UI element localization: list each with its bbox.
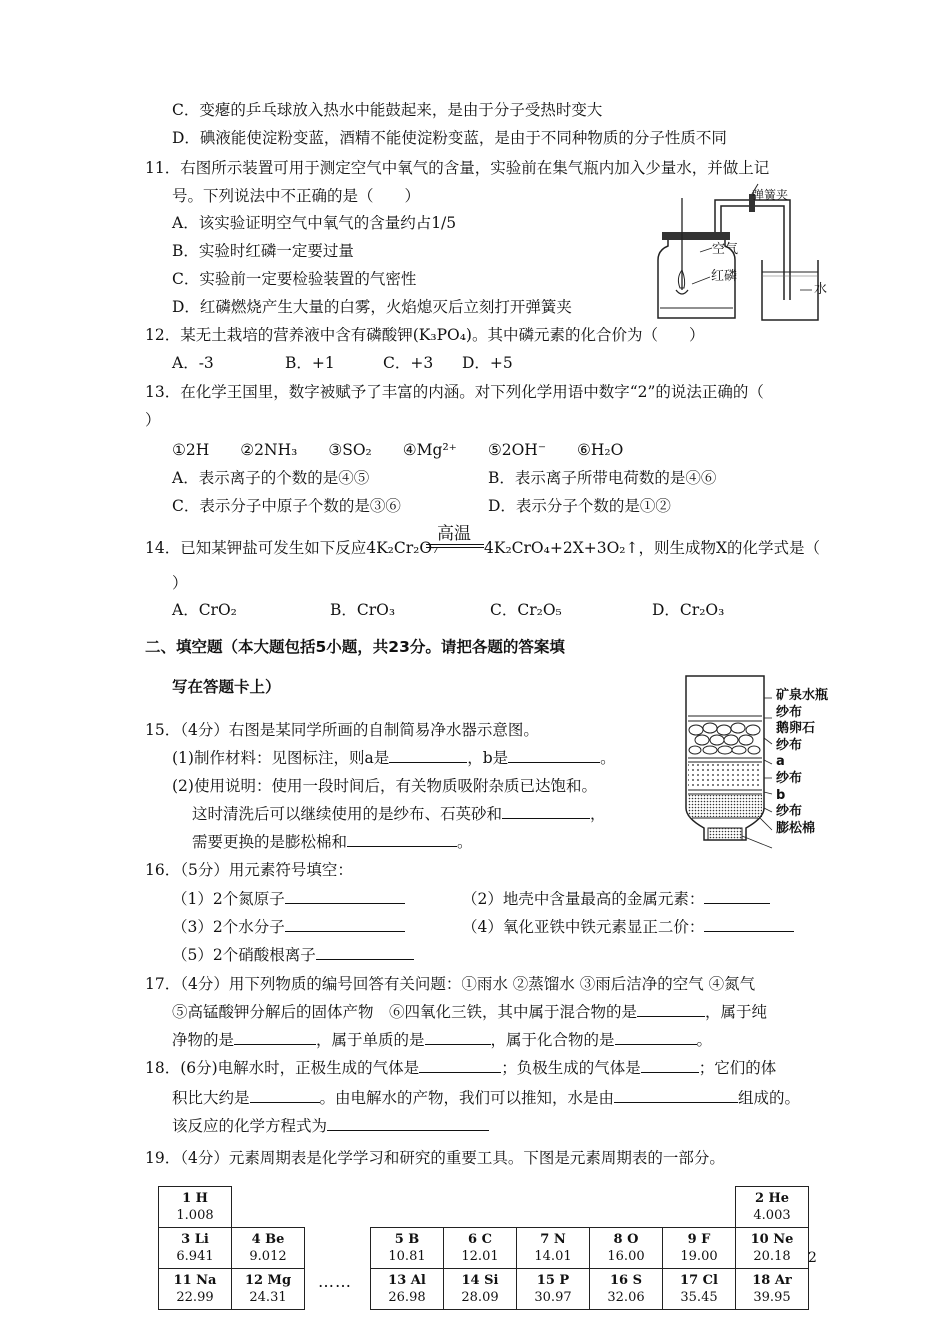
periodic-table-left bbox=[158, 1186, 305, 1310]
label-gauze-4: 纱布 bbox=[776, 804, 803, 820]
q11-stem-line1: 11．右图所示装置可用于测定空气中氧气的含量，实验前在集气瓶内加入少量水，并做上记 bbox=[145, 159, 770, 177]
element-cell: 6 C 12.01 bbox=[444, 1228, 517, 1269]
q15-part2: (2)使用说明：使用一段时间后，有关物质吸附杂质已达饱和。 bbox=[172, 777, 597, 795]
q13-option-b: B．表示离子所带电荷数的是④⑥ bbox=[488, 469, 717, 487]
q14-option-a: A．CrO₂ bbox=[172, 601, 237, 619]
label-gauze-2: 纱布 bbox=[776, 737, 803, 753]
q13-option-a: A．表示离子的个数的是④⑤ bbox=[172, 469, 370, 487]
label-a: a bbox=[776, 754, 785, 770]
page-number: 2 bbox=[808, 1250, 817, 1266]
label-b: b bbox=[776, 787, 786, 803]
q11-option-d: D．红磷燃烧产生大量的白雾，火焰熄灭后立刻打开弹簧夹 bbox=[172, 298, 572, 316]
q14-stem-right: 4K₂CrO₄+2X+3O₂↑，则生成物X的化学式是（ bbox=[484, 539, 821, 557]
q12-option-d: D．+5 bbox=[462, 354, 513, 372]
element-cell: 8 O 16.00 bbox=[590, 1228, 663, 1269]
element-cell: 17 Cl 35.45 bbox=[663, 1269, 736, 1310]
q16-item3: （3）2个水分子 bbox=[172, 917, 405, 937]
q15-part2-line2: 这时清洗后可以继续使用的是纱布、石英砂和 ， bbox=[192, 805, 606, 823]
element-cell: 15 P 30.97 bbox=[517, 1269, 590, 1310]
q15-part2-line3: 需要更换的是膨松棉和 。 bbox=[192, 833, 473, 851]
q15-part1: (1)制作材料：见图标注，则a是 ，b是 。 bbox=[172, 749, 616, 767]
q10-option-d: D．碘液能使淀粉变蓝，酒精不能使淀粉变蓝，是由于不同种物质的分子性质不同 bbox=[172, 129, 727, 147]
q15-stem: 15．（4分）右图是某同学所画的自制简易净水器示意图。 bbox=[145, 721, 539, 739]
element-cell: 5 B 10.81 bbox=[371, 1228, 444, 1269]
q13-stem-line1: 13．在化学王国里，数字被赋予了丰富的内涵。对下列化学用语中数字“2”的说法正确的（ bbox=[145, 383, 764, 401]
q14-option-c: C．Cr₂O₅ bbox=[490, 601, 562, 619]
label-cotton: 膨松棉 bbox=[776, 820, 816, 836]
label-gauze-1: 纱布 bbox=[776, 704, 803, 720]
q13-items: ①2H ②2NH₃ ③SO₂ ④Mg²⁺ ⑤2OH⁻ ⑥H₂O bbox=[172, 441, 624, 459]
element-cell: 14 Si 28.09 bbox=[444, 1269, 517, 1310]
q18-line3: 该反应的化学方程式为 bbox=[172, 1116, 489, 1136]
fig-clip-label: 弹簧夹 bbox=[752, 188, 789, 202]
q14-condition: 高温 bbox=[437, 524, 471, 544]
q17-stem-line3: 净物的是 ，属于单质的是 ，属于化合物的是 。 bbox=[172, 1031, 713, 1049]
q16-item2: （2）地壳中含量最高的金属元素： bbox=[462, 889, 770, 909]
element-cell: 4 Be 9.012 bbox=[232, 1228, 305, 1269]
element-cell: 10 Ne 20.18 bbox=[736, 1228, 809, 1269]
q11-option-a: A．该实验证明空气中氧气的含量约占1/5 bbox=[172, 214, 457, 232]
q19-stem: 19．（4分）元素周期表是化学学习和研究的重要工具。下图是元素周期表的一部分。 bbox=[145, 1149, 725, 1167]
q16-item5: （5）2个硝酸根离子 bbox=[172, 945, 414, 965]
periodic-ellipsis: …… bbox=[318, 1272, 352, 1291]
q13-option-c: C．表示分子中原子个数的是③⑥ bbox=[172, 497, 401, 515]
label-gauze-3: 纱布 bbox=[776, 770, 803, 786]
q14-stem-line2: ） bbox=[172, 574, 188, 592]
q17-stem-line2: ⑤高锰酸钾分解后的固体产物 ⑥四氧化三铁，其中属于混合物的是 ，属于纯 bbox=[172, 1003, 768, 1021]
q16-item1: （1）2个氮原子 bbox=[172, 889, 405, 909]
q14-equals-sign bbox=[426, 544, 484, 548]
q12-stem: 12．某无土栽培的营养液中含有磷酸钾(K₃PO₄)。其中磷元素的化合价为（ ） bbox=[145, 326, 705, 344]
fig-air-label: 空气 bbox=[712, 242, 739, 257]
q12-option-b: B．+1 bbox=[285, 354, 335, 372]
element-cell: 7 N 14.01 bbox=[517, 1228, 590, 1269]
q12-option-c: C．+3 bbox=[383, 354, 434, 372]
q18-line2: 积比大约是 。由电解水的产物，我们可以推知，水是由 组成的。 bbox=[172, 1089, 801, 1107]
q14-option-d: D．Cr₂O₃ bbox=[652, 601, 725, 619]
q14-stem-left: 14．已知某钾盐可发生如下反应4K₂Cr₂O₇ bbox=[145, 539, 439, 557]
element-cell: 9 F 19.00 bbox=[663, 1228, 736, 1269]
label-pebbles: 鹅卵石 bbox=[776, 721, 816, 737]
purifier-labels bbox=[776, 688, 828, 837]
element-cell: 13 Al 26.98 bbox=[371, 1269, 444, 1310]
q13-stem-line2: ） bbox=[145, 411, 161, 429]
element-cell: 3 Li 6.941 bbox=[159, 1228, 232, 1269]
periodic-table-right bbox=[370, 1186, 809, 1310]
q18-line1: 18．(6分)电解水时，正极生成的气体是 ；负极生成的气体是 ；它们的体 bbox=[145, 1059, 777, 1077]
element-cell: 18 Ar 39.95 bbox=[736, 1269, 809, 1310]
q16-stem: 16．（5分）用元素符号填空： bbox=[145, 861, 353, 879]
fig-phosphorus-label: 红磷 bbox=[711, 269, 738, 284]
q11-stem-line2: 号。下列说法中不正确的是（ ） bbox=[172, 187, 421, 205]
q11-option-c: C．实验前一定要检验装置的气密性 bbox=[172, 270, 417, 288]
element-cell: 12 Mg 24.31 bbox=[232, 1269, 305, 1310]
q13-option-d: D．表示分子个数的是①② bbox=[488, 497, 671, 515]
element-cell: 16 S 32.06 bbox=[590, 1269, 663, 1310]
element-cell: 2 He 4.003 bbox=[736, 1187, 809, 1228]
q16-item4: （4）氧化亚铁中铁元素显正二价： bbox=[462, 917, 794, 937]
q14-option-b: B．CrO₃ bbox=[330, 601, 396, 619]
fig-water-label: 水 bbox=[814, 282, 828, 297]
q17-stem-line1: 17．（4分）用下列物质的编号回答有关问题：①雨水 ②蒸馏水 ③雨后洁净的空气 ④氮气 bbox=[145, 975, 756, 993]
label-bottle: 矿泉水瓶 bbox=[776, 688, 829, 703]
section2-heading-line2: 写在答题卡上） bbox=[172, 678, 281, 696]
q12-option-a: A．-3 bbox=[172, 354, 214, 372]
element-cell: 11 Na 22.99 bbox=[159, 1269, 232, 1310]
q10-option-c: C．变瘪的乒乓球放入热水中能鼓起来，是由于分子受热时变大 bbox=[172, 101, 603, 119]
section2-heading-line1: 二、填空题（本大题包括5小题，共23分。请把各题的答案填 bbox=[145, 638, 565, 656]
element-cell: 1 H 1.008 bbox=[159, 1187, 232, 1228]
q11-option-b: B．实验时红磷一定要过量 bbox=[172, 242, 354, 260]
